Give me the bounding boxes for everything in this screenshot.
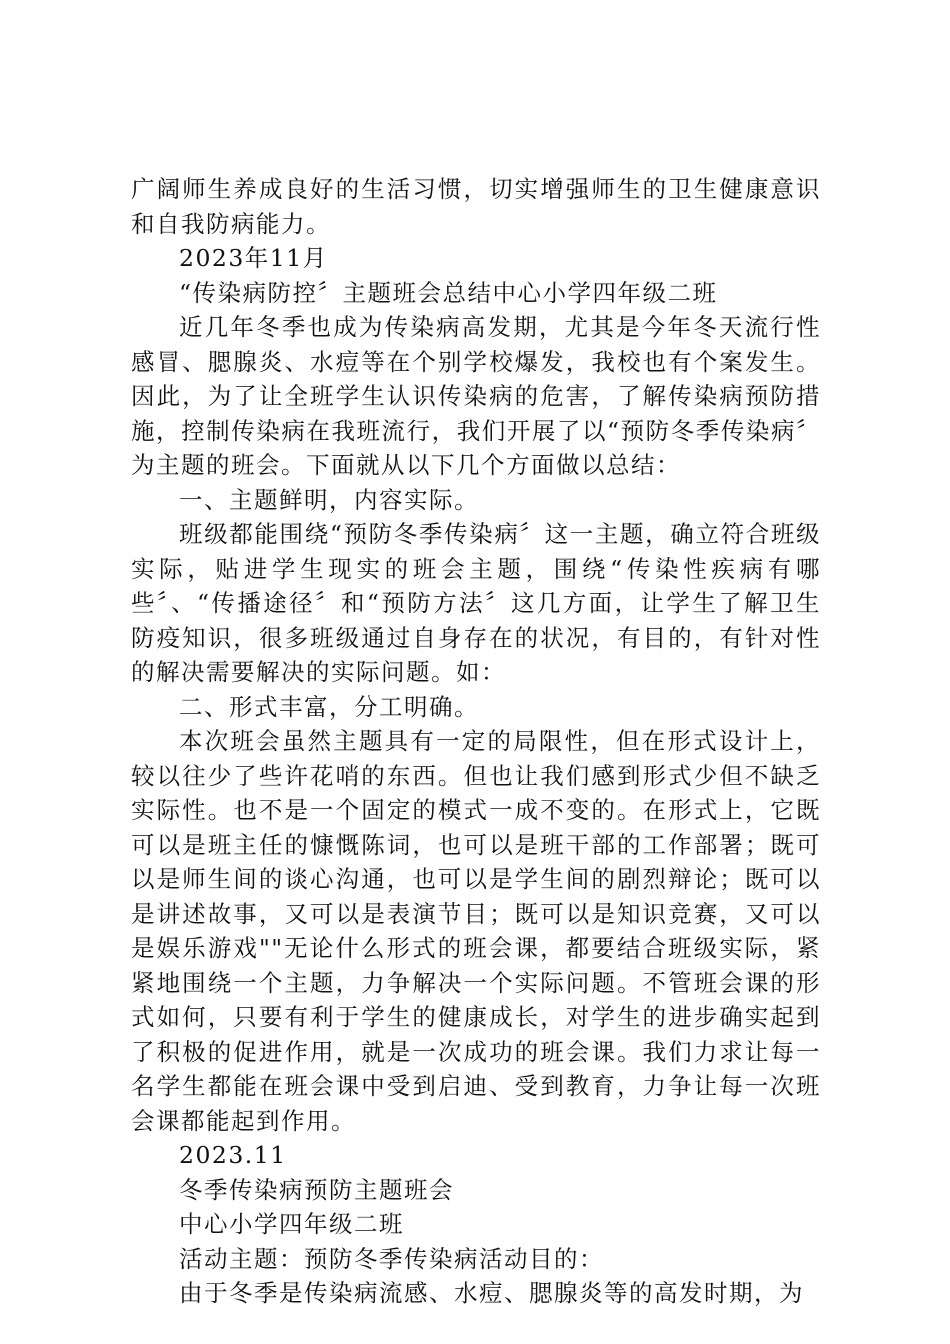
section-heading-2: 二、形式丰富，分工明确。 [179,692,479,721]
summary-title: “传染病防控〞主题班会总结中心小学四年级二班 [179,278,718,307]
date-line-2: 2023.11 [179,1141,287,1169]
paragraph-activity-reason: 由于冬季是传染病流感、水痘、腮腺炎等的高发时期，为 [179,1279,804,1307]
activity-title: 冬季传染病预防主题班会 [179,1175,454,1204]
paragraph-intro-continuation: 广阔师生养成良好的生活习惯，切实增强师生的卫生健康意识和自我防病能力。 [131,175,821,238]
paragraph-section-2: 本次班会虽然主题具有一定的局限性，但在形式设计上，较以往少了些许花哨的东西。但也让我们感到形式少但不缺乏实际性。也不是一个固定的模式一成不变的。在形式上，它既可以是班主任的慷慨陈词，也可以是班干部的工作部署；既可以是师生间的谈心沟通，也可以是学生间的剧烈辩论；既可以是讲述故事，又可以是表演节目；既可以是知识竞赛，又可以是娱乐游戏""无论什么形式的班会课，都要结合班级实际，紧紧地围绕一个主题，力争解决一个实际问题。不管班会课的形式如何，只要有利于学生的健康成长，对学生的进步确实起到了积极的促进作用，就是一次成功的班会课。我们力求让每一名学生都能在班会课中受到启迪、受到教育，力争让每一次班会课都能起到作用。 [131,727,821,1135]
paragraph-background: 近几年冬季也成为传染病高发期，尤其是今年冬天流行性感冒、腮腺炎、水痘等在个别学校爆发，我校也有个案发生。因此，为了让全班学生认识传染病的危害，了解传染病预防措施，控制传染病在我班流行，我们开展了以“预防冬季传染病〞为主题的班会。下面就从以下几个方面做以总结： [131,313,821,479]
paragraph-section-1: 班级都能围绕“预防冬季传染病〞这一主题，确立符合班级实际，贴进学生现实的班会主题，围绕“传染性疾病有哪些〞、“传播途径〞和“预防方法〞这几方面，让学生了解卫生防疫知识，很多班级通过自身存在的状况，有目的，有针对性的解决需要解决的实际问题。如： [131,520,821,686]
section-heading-1: 一、主题鲜明，内容实际。 [179,485,479,514]
class-name: 中心小学四年级二班 [179,1210,404,1238]
date-line: 2023年11月 [179,244,328,272]
activity-theme: 活动主题：预防冬季传染病活动目的： [179,1244,604,1273]
document-page [131,172,821,1311]
